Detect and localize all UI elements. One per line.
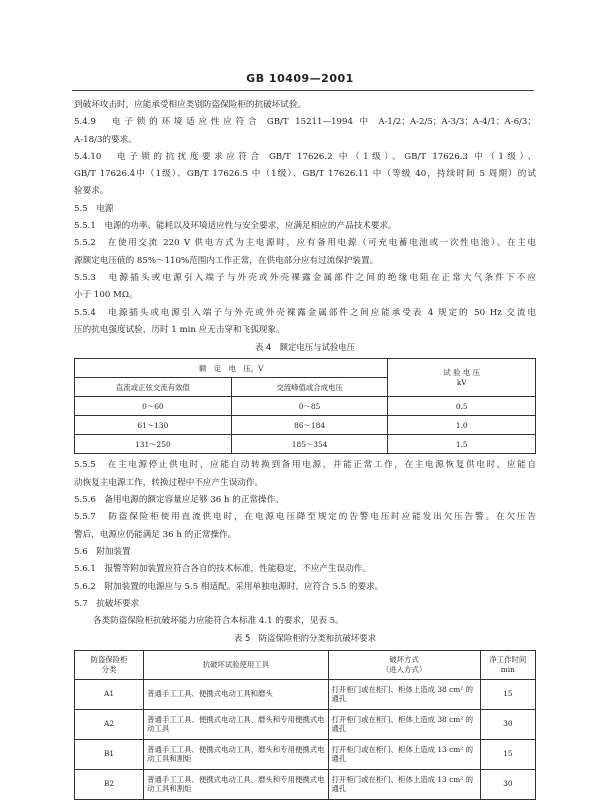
clause-5-5-7: 5.5.7 防盗保险柜使用直流供电时，在电源电压降至规定的告警电压时应能发出欠压告警。在欠压告: [74, 512, 536, 523]
table-header-cell: 破坏方式 （进入方式）: [328, 650, 480, 679]
table-cell: 0.5: [388, 397, 536, 416]
table-header-row: [75, 650, 536, 679]
table-cell: 1.0: [388, 416, 536, 435]
table-header-cell: [388, 359, 536, 397]
table-row: [75, 397, 536, 416]
table-cell: B2: [75, 769, 144, 799]
table-row: [75, 679, 536, 709]
paragraph-line: 小于 100 MΩ。: [74, 290, 138, 301]
clause-5-5-2: 5.5.2 在使用交流 220 V 供电方式为主电源时，应有备用电源（可充电蓄电池或一次性电池）。在主电: [74, 238, 536, 249]
table-5: [74, 650, 536, 800]
paragraph-line: GB/T 17626.4中（1级）、GB/T 17626.5 中（1级）、GB/T 17626.11 中（等级 40，持续时间 5 周期）的试: [74, 169, 536, 180]
table-cell: 30: [480, 709, 535, 739]
table-cell: 打开柜门或在柜门、柜体上造成 38 cm² 的通孔: [328, 709, 480, 739]
table-header-cell: 额 定 电 压，V: [75, 359, 388, 378]
table-cell: 15: [480, 679, 535, 709]
table-cell: A2: [75, 709, 144, 739]
table-cell: 普通手工工具、便携式电动工具、磨头和专用便携式电动工具: [144, 709, 328, 739]
table-cell: 打开柜门或在柜门、柜体上造成 13 cm² 的通孔: [328, 739, 480, 769]
table-header-cell: 直流或正弦交流有效值: [75, 378, 232, 397]
table-header-cell: 净工作时间 min: [480, 650, 535, 679]
clause-5-6-1: 5.6.1 报警等附加装置应符合各自的技术标准，性能稳定，不应产生误动作。: [74, 564, 371, 575]
table-row: [75, 435, 536, 454]
table-cell: 1.5: [388, 435, 536, 454]
paragraph-line: 压的抗电强度试验，历时 1 min 应无击穿和飞弧现象。: [74, 324, 285, 335]
section-heading-5-5: 5.5 电源: [74, 203, 114, 214]
clause-5-5-6: 5.5.6 备用电源的额定容量应足够 36 h 的正常操作。: [74, 495, 284, 506]
table-cell: 0～60: [75, 397, 232, 416]
clause-5-4-10: 5.4.10 电子锁的抗扰度要求应符合 GB/T 17626.2 中（1级）、GB/T 17626.3 中（1级）、: [74, 151, 536, 162]
table-cell: 185～354: [231, 435, 388, 454]
table-header-text: 试 验 电 压: [443, 368, 481, 378]
table-cell: 61～130: [75, 416, 232, 435]
table-row: [75, 709, 536, 739]
table-cell: 普通手工工具、便携式电动工具和磨头: [144, 679, 328, 709]
table-cell: 15: [480, 739, 535, 769]
clause-5-5-3: 5.5.3 电源插头或电源引入端子与外壳或外壳裸露金属部件之间的绝缘电阻在正常大气条件下不应: [74, 272, 536, 283]
section-heading-5-7: 5.7 抗破坏要求: [74, 598, 140, 609]
document-body: [74, 97, 536, 800]
table-cell: 0～85: [231, 397, 388, 416]
table-row: [75, 739, 536, 769]
table-cell: 86～184: [231, 416, 388, 435]
table-cell: 打开柜门或在柜门、柜体上造成 13 cm² 的通孔: [328, 769, 480, 799]
table-4: [74, 358, 536, 454]
clause-5-5-5: 5.5.5 在主电源停止供电时，应能自动转换到备用电源，并能正常工作，在主电源恢复供电时，应能自: [74, 460, 536, 471]
section-heading-5-6: 5.6 附加装置: [74, 546, 131, 557]
document-number-header: GB 10409—2001: [246, 72, 354, 85]
table-cell: 30: [480, 769, 535, 799]
table-header-unit: kV: [456, 377, 467, 387]
table-row: [75, 769, 536, 799]
clause-5-5-4: 5.5.4 电源插头或电源引入端子与外壳或外壳裸露金属部件之间应能承受表 4 规定的 50 Hz 交流电: [74, 307, 536, 318]
table-5-caption: 表 5 防盗保险柜的分类和抗破坏要求: [234, 633, 376, 644]
paragraph-line: 源额定电压值的 85%～110%范围内工作正常，在供电部分应有过流保护装置。: [74, 255, 379, 266]
table-cell: 131～250: [75, 435, 232, 454]
table-row: [75, 416, 536, 435]
paragraph-line: 各类防盗保险柜抗破坏能力应能符合本标准 4.1 的要求，见表 5。: [92, 616, 344, 627]
table-header-cell: 抗破坏试验使用工具: [144, 650, 328, 679]
table-cell: 普通手工工具、便携式电动工具、磨头和专用便携式电动工具和割炬: [144, 769, 328, 799]
table-header-row: [75, 359, 536, 378]
clause-5-6-2: 5.6.2 附加装置的电源应与 5.5 相适配。采用单独电源时，应符合 5.5 的要求。: [74, 581, 384, 592]
paragraph-line: A-18/3的要求。: [74, 134, 137, 145]
table-header-cell: 交流峰值或合成电压: [231, 378, 388, 397]
paragraph-line: 到破坏攻击时，应能承受相应类别防盗保险柜的抗破坏试验。: [74, 100, 307, 110]
table-header-cell: 防盗保险柜 分类: [75, 650, 144, 679]
table-cell: B1: [75, 739, 144, 769]
paragraph-line: 警后，电源应仍能满足 36 h 的正常操作。: [74, 529, 237, 540]
table-4-caption: 表 4 额定电压与试验电压: [254, 342, 356, 353]
clause-5-4-9: 5.4.9 电子锁的环境适应性应符合 GB/T 15211—1994 中 A-1/2；A-2/5；A-3/3；A-4/1；A-6/3；: [74, 117, 536, 128]
table-cell: A1: [75, 679, 144, 709]
paragraph-line: 动恢复主电源工作，转换过程中不应产生误动作。: [74, 477, 264, 488]
header-rule: [72, 90, 534, 91]
table-cell: 打开柜门或在柜门、柜体上造成 38 cm² 的通孔: [328, 679, 480, 709]
table-cell: 普通手工工具、便携式电动工具、磨头和专用便携式电动工具和割炬: [144, 739, 328, 769]
paragraph-line: 验要求。: [74, 186, 109, 197]
clause-5-5-1: 5.5.1 电源的功率、能耗以及环境适应性与安全要求，应满足相应的产品技术要求。: [74, 221, 397, 232]
